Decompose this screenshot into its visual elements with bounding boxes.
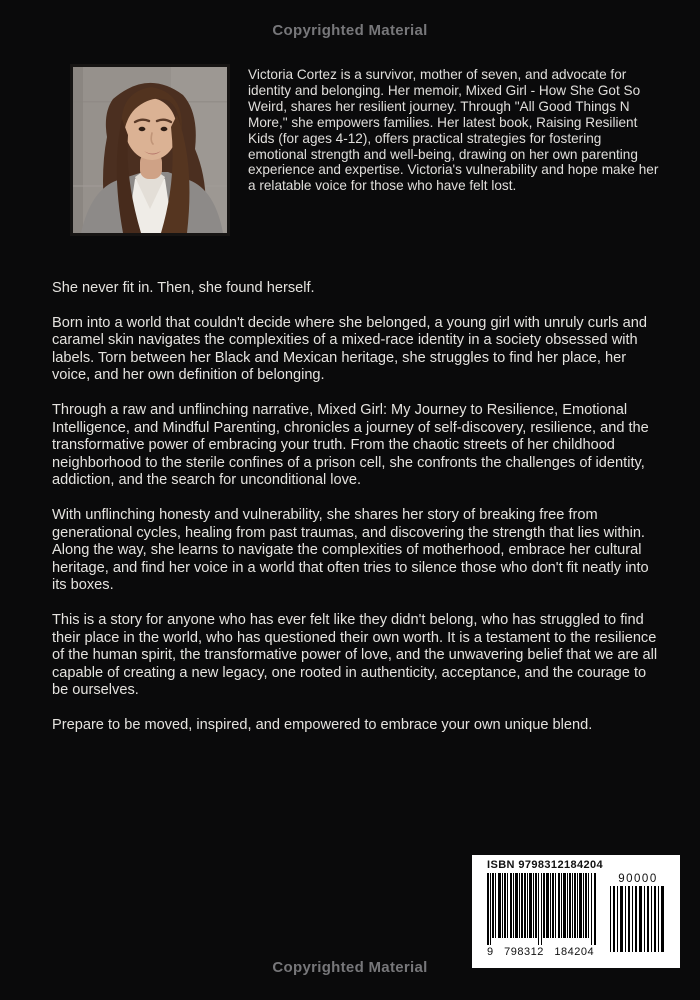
copyright-banner-top: Copyrighted Material xyxy=(272,22,428,39)
synopsis-paragraph: Born into a world that couldn't decide where she belonged, a young girl with unruly curls and caramel skin navigates the complexities of a mixed-race identity in a society obsessed with labels. Torn between her Black and Mexican heritage, she struggles to find her place, her voice, and her own definition of belonging. xyxy=(52,314,648,384)
barcode-main-bars xyxy=(487,873,597,945)
synopsis-paragraph: With unflinching honesty and vulnerability, she shares her story of breaking free from generational cycles, healing from past traumas, and discovering the strength that lies within. Along the way, she learns to navigate the complexities of motherhood, embrace her cultural heritage, and find her voice in a world that often tries to silence those who don't fit neatly into its boxes. xyxy=(52,506,649,594)
synopsis-paragraph: This is a story for anyone who has ever felt like they didn't belong, who has struggled to find their place in the world, who has questioned their own worth. It is a testament to the resilience of the human spirit, the transformative power of love, and the unwavering belief that we are all capable of creating a new legacy, one rooted in authenticity, acceptance, and the courage to be ourselves. xyxy=(52,611,658,699)
closing-line: Prepare to be moved, inspired, and empowered to embrace your own unique blend. xyxy=(52,716,593,733)
copyright-banner-bottom: Copyrighted Material xyxy=(272,959,428,976)
author-bio: Victoria Cortez is a survivor, mother of seven, and advocate for identity and belonging. Her memoir, Mixed Girl - How She Got So Weird, shares her resilient journey. Through "All Good Things N More," she empowers families. Her latest book, Raising Resilient Kids (for ages 4-12), offers practical strategies for fostering emotional strength and well-being, drawing on her own parenting experience and expertise. Victoria's vulnerability and hope make her a relatable voice for those who have felt lost. xyxy=(248,67,659,194)
synopsis-paragraph: Through a raw and unflinching narrative, Mixed Girl: My Journey to Resilience, Emotional Intelligence, and Mindful Parenting, chronicles a journey of self-discovery, resilience, and the transformative power of embracing your truth. From the chaotic streets of her childhood neighborhood to the sterile confines of a prison cell, she confronts the challenges of identity, addiction, and the search for unconditional love. xyxy=(52,401,649,489)
isbn-text: ISBN 9798312184204 xyxy=(487,859,604,871)
barcode-block xyxy=(472,855,680,968)
barcode-supplement-bars xyxy=(610,886,666,952)
price-code: 90000 xyxy=(618,873,658,885)
author-photo xyxy=(70,64,230,236)
book-synopsis xyxy=(52,280,658,751)
barcode-digits: 9 798312 184204 xyxy=(487,946,595,958)
author-section xyxy=(70,64,660,236)
tagline: She never fit in. Then, she found herself. xyxy=(52,280,315,296)
